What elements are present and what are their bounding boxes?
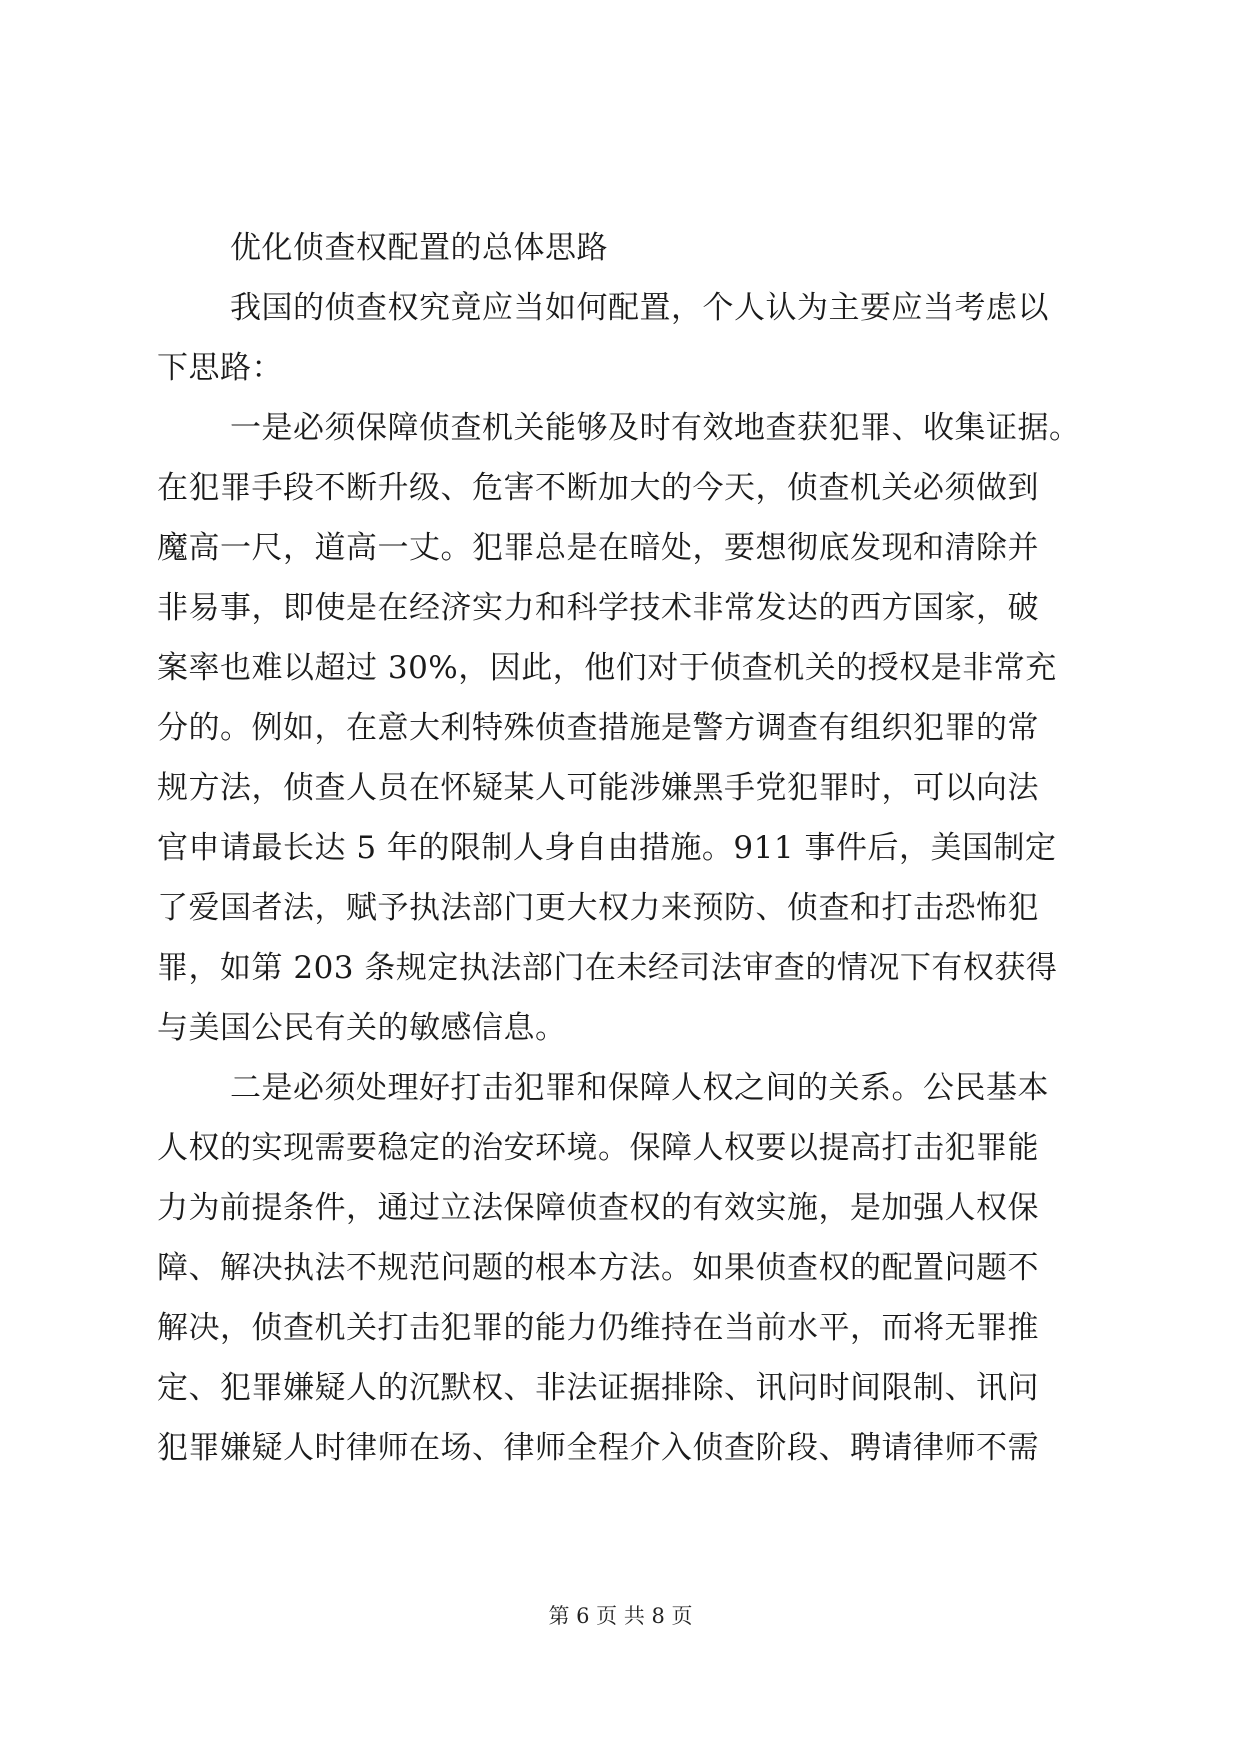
- section-heading: 优化侦查权配置的总体思路: [230, 230, 608, 266]
- paragraph-line: 障、解决执法不规范问题的根本方法。如果侦查权的配置问题不: [157, 1250, 1039, 1286]
- paragraph-line: 规方法，侦查人员在怀疑某人可能涉嫌黑手党犯罪时，可以向法: [157, 770, 1039, 806]
- paragraph-line: 在犯罪手段不断升级、危害不断加大的今天，侦查机关必须做到: [157, 470, 1039, 506]
- paragraph-line: 案率也难以超过 30%，因此，他们对于侦查机关的授权是非常充: [157, 650, 1057, 686]
- paragraph-line: 解决，侦查机关打击犯罪的能力仍维持在当前水平，而将无罪推: [157, 1310, 1039, 1346]
- paragraph-line: 下思路：: [157, 350, 283, 386]
- paragraph-line: 定、犯罪嫌疑人的沉默权、非法证据排除、讯问时间限制、讯问: [157, 1370, 1039, 1406]
- paragraph-line: 我国的侦查权究竟应当如何配置，个人认为主要应当考虑以: [230, 290, 1049, 326]
- paragraph-line: 犯罪嫌疑人时律师在场、律师全程介入侦查阶段、聘请律师不需: [157, 1430, 1039, 1466]
- paragraph-line: 了爱国者法，赋予执法部门更大权力来预防、侦查和打击恐怖犯: [157, 890, 1039, 926]
- document-body: [157, 218, 1081, 1478]
- paragraph-line: 与美国公民有关的敏感信息。: [157, 1010, 567, 1046]
- paragraph-line: 二是必须处理好打击犯罪和保障人权之间的关系。公民基本: [230, 1070, 1049, 1106]
- paragraph-line: 官申请最长达 5 年的限制人身自由措施。911 事件后，美国制定: [157, 830, 1057, 866]
- paragraph-line: 罪，如第 203 条规定执法部门在未经司法审查的情况下有权获得: [157, 950, 1058, 986]
- paragraph-line: 非易事，即使是在经济实力和科学技术非常发达的西方国家，破: [157, 590, 1039, 626]
- paragraph-line: 魔高一尺，道高一丈。犯罪总是在暗处，要想彻底发现和清除并: [157, 530, 1039, 566]
- paragraph-line: 人权的实现需要稳定的治安环境。保障人权要以提高打击犯罪能: [157, 1130, 1039, 1166]
- paragraph-line: 力为前提条件，通过立法保障侦查权的有效实施，是加强人权保: [157, 1190, 1039, 1226]
- paragraph-line: 一是必须保障侦查机关能够及时有效地查获犯罪、收集证据。: [230, 410, 1081, 446]
- page-number: 第 6 页 共 8 页: [548, 1604, 693, 1628]
- paragraph-line: 分的。例如，在意大利特殊侦查措施是警方调查有组织犯罪的常: [157, 710, 1039, 746]
